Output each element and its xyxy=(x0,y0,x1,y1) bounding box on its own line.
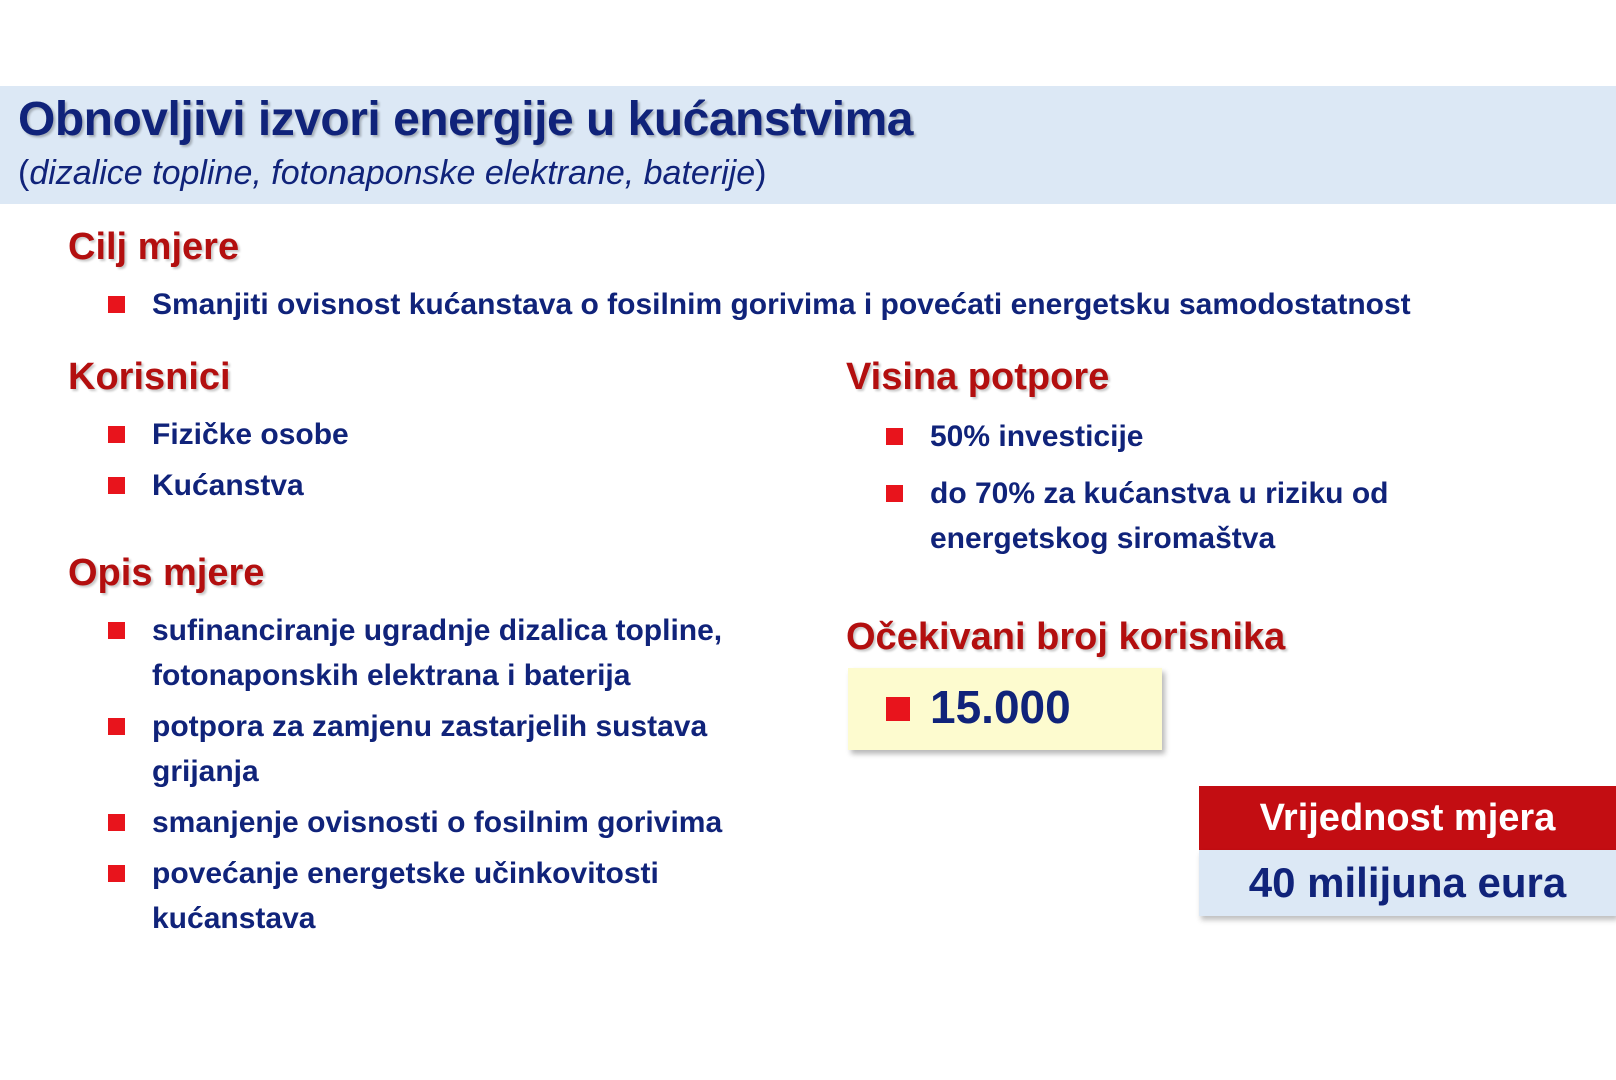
description-list xyxy=(68,608,788,941)
list-item: potpora za zamjenu zastarjelih sustava grijanja xyxy=(68,704,788,794)
goal-heading: Cilj mjere xyxy=(68,226,240,268)
expected-value: 15.000 xyxy=(930,681,1071,733)
list-item: do 70% za kućanstva u riziku od energetskog siromaštva xyxy=(846,471,1546,561)
bullet-square-icon xyxy=(886,428,903,445)
page-title: Obnovljivi izvori energije u kućanstvima xyxy=(18,93,913,146)
beneficiaries-heading: Korisnici xyxy=(68,356,231,398)
expected-value-box xyxy=(848,668,1162,750)
page-subtitle xyxy=(18,154,766,193)
bullet-square-icon xyxy=(108,426,125,443)
list-item: Kućanstva xyxy=(68,463,768,508)
measure-value-amount: 40 milijuna eura xyxy=(1199,850,1616,916)
bullet-square-icon xyxy=(108,477,125,494)
list-item: smanjenje ovisnosti o fosilnim gorivima xyxy=(68,800,788,845)
support-heading: Visina potpore xyxy=(846,356,1110,398)
bullet-square-icon xyxy=(108,622,125,639)
bullet-square-icon xyxy=(108,296,125,313)
expected-heading: Očekivani broj korisnika xyxy=(846,616,1286,658)
list-item: Fizičke osobe xyxy=(68,412,768,457)
beneficiaries-list xyxy=(68,412,768,508)
bullet-square-icon xyxy=(108,718,125,735)
goal-list xyxy=(68,282,1588,327)
subtitle-close-paren: ) xyxy=(755,154,767,192)
bullet-square-icon xyxy=(108,814,125,831)
subtitle-open-paren: ( xyxy=(18,154,30,192)
list-item: 50% investicije xyxy=(846,414,1546,459)
measure-value-label: Vrijednost mjera xyxy=(1199,786,1616,850)
support-list xyxy=(846,414,1546,561)
list-item: sufinanciranje ugradnje dizalica topline, fotonaponskih elektrana i baterija xyxy=(68,608,788,698)
subtitle-text: dizalice topline, fotonaponske elektrane, baterije xyxy=(29,154,756,192)
bullet-square-icon xyxy=(108,865,125,882)
list-item: povećanje energetske učinkovitosti kućanstava xyxy=(68,851,788,941)
bullet-square-icon xyxy=(886,697,910,721)
bullet-square-icon xyxy=(886,485,903,502)
description-heading: Opis mjere xyxy=(68,552,265,594)
list-item: Smanjiti ovisnost kućanstava o fosilnim gorivima i povećati energetsku samodostatnost xyxy=(68,282,1588,327)
